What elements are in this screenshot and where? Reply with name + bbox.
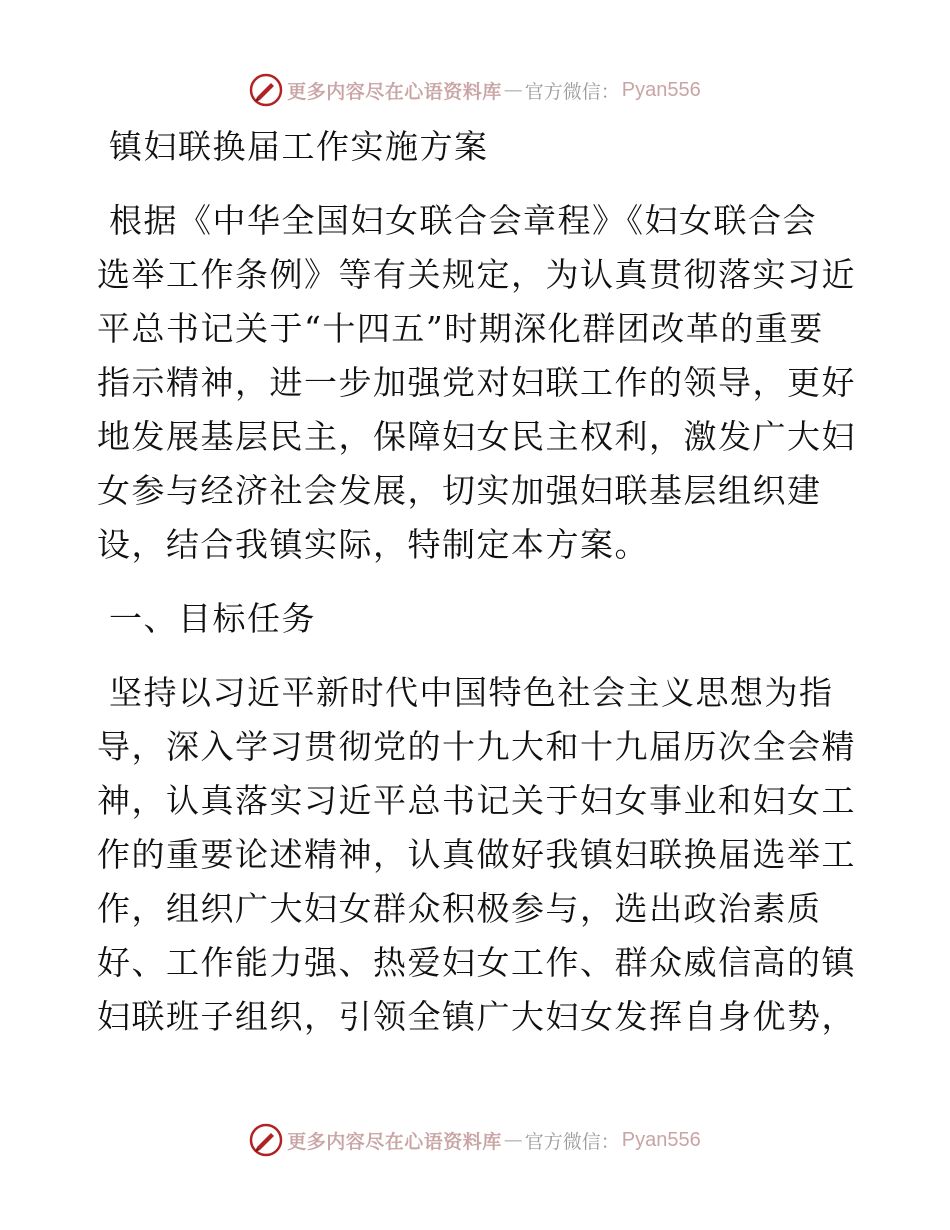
paragraph-line: 设，结合我镇实际，特制定本方案。 xyxy=(97,525,649,564)
paragraph-line: 坚持以习近平新时代中国特色社会主义思想为指 xyxy=(109,673,834,712)
footer-watermark xyxy=(0,1122,950,1158)
watermark-wechat-id: Pyan556 xyxy=(621,78,701,101)
document-title: 镇妇联换届工作实施方案 xyxy=(109,127,489,166)
pen-logo-icon xyxy=(249,73,283,107)
paragraph-line: 选举工作条例》等有关规定，为认真贯彻落实习近 xyxy=(97,255,856,294)
pen-logo-icon xyxy=(249,1123,283,1157)
watermark-wechat-id: Pyan556 xyxy=(621,1128,701,1151)
section-heading-goals: 一、目标任务 xyxy=(109,599,316,638)
document-body xyxy=(97,120,857,1044)
watermark-separator: — xyxy=(503,1129,523,1151)
paragraph-line: 好、工作能力强、热爱妇女工作、群众威信高的镇 xyxy=(97,943,856,982)
paragraph-line: 导，深入学习贯彻党的十九大和十九届历次全会精 xyxy=(97,727,856,766)
paragraph-line: 平总书记关于“十四五”时期深化群团改革的重要 xyxy=(97,309,824,348)
paragraph-line: 女参与经济社会发展，切实加强妇联基层组织建 xyxy=(97,471,822,510)
paragraph-line: 作的重要论述精神，认真做好我镇妇联换届选举工 xyxy=(97,835,856,874)
paragraph-line: 根据《中华全国妇女联合会章程》《妇女联合会 xyxy=(109,201,817,240)
paragraph-line: 作，组织广大妇女群众积极参与，选出政治素质 xyxy=(97,889,822,928)
watermark-separator: — xyxy=(503,79,523,101)
paragraph-line: 妇联班子组织，引领全镇广大妇女发挥自身优势， xyxy=(97,997,856,1036)
paragraph-line: 指示精神，进一步加强党对妇联工作的领导，更好 xyxy=(97,363,856,402)
watermark-brand: 更多内容尽在心语资料库 xyxy=(287,1130,502,1153)
watermark-official-label: 官方微信： xyxy=(524,80,620,103)
paragraph-line: 神，认真落实习近平总书记关于妇女事业和妇女工 xyxy=(97,781,856,820)
paragraph-intro xyxy=(97,194,857,572)
paragraph-goals xyxy=(97,666,857,1044)
paragraph-line: 地发展基层民主，保障妇女民主权利，激发广大妇 xyxy=(97,417,856,456)
header-watermark xyxy=(0,72,950,108)
watermark-brand: 更多内容尽在心语资料库 xyxy=(287,80,502,103)
watermark-official-label: 官方微信： xyxy=(524,1130,620,1153)
